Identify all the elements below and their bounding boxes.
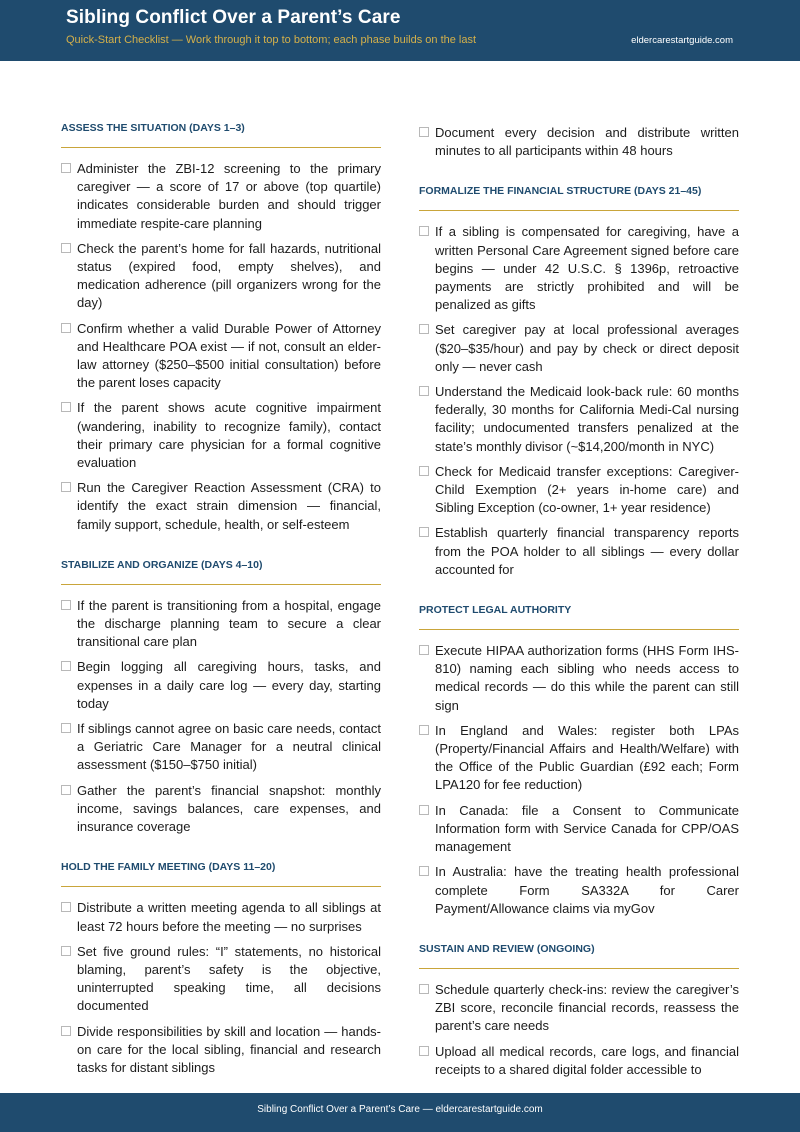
phase-stabilize [61, 551, 381, 836]
item-text: Document every decision and distribute written minutes to all participants within 48 hours [435, 125, 739, 159]
item-text: Understand the Medicaid look-back rule: 60 months federally, 30 months for California Medi-Cal nursing facility; undocumented transfers penalized at the state’s monthly divisor (~$14,200/month in NYC) [435, 384, 739, 454]
checklist [419, 223, 739, 579]
item-text: In Canada: file a Consent to Communicate Information form with Service Canada for CPP/OAS management [435, 802, 739, 855]
checkbox[interactable] [419, 324, 429, 334]
checklist-item[interactable] [61, 899, 381, 935]
checklist-item[interactable] [419, 1043, 739, 1079]
checkbox[interactable] [419, 866, 429, 876]
checkbox[interactable] [419, 127, 429, 137]
item-text: In Australia: have the treating health professional complete Form SA332A for Carer Payment/Allowance claims via myGov [435, 864, 739, 916]
checklist-item[interactable] [419, 802, 739, 857]
item-text: Check the parent’s home for fall hazards, nutritional status (expired food, empty shelves), and medication adherence (pill organizers wrong for the day) [77, 240, 381, 311]
phase-title: FORMALIZE THE FINANCIAL STRUCTURE (DAYS 21–45) [419, 177, 739, 211]
phase-financial [419, 177, 739, 579]
checklist [61, 597, 381, 836]
checklist [419, 642, 739, 918]
checklist [61, 899, 381, 1077]
checkbox[interactable] [61, 902, 71, 912]
checklist-item[interactable] [419, 383, 739, 456]
item-text: Establish quarterly financial transparency reports from the POA holder to all siblings — every dollar accounted for [435, 525, 739, 577]
checkbox[interactable] [61, 946, 71, 956]
checkbox[interactable] [61, 1026, 71, 1036]
checklist-item[interactable] [419, 642, 739, 715]
checklist-item[interactable] [61, 320, 381, 393]
page-header [0, 0, 800, 61]
item-text: In England and Wales: register both LPAs (Property/Financial Affairs and Health/Welfare) with the Office of the Public Guardian (£92 each; Form LPA120 for fee reduction) [435, 722, 739, 793]
checkbox[interactable] [61, 482, 71, 492]
checkbox[interactable] [419, 386, 429, 396]
phase-title: STABILIZE AND ORGANIZE (DAYS 4–10) [61, 551, 381, 585]
item-text: Set caregiver pay at local professional averages ($20–$35/hour) and pay by check or direct deposit only — never cash [435, 322, 739, 374]
page-footer [0, 1093, 800, 1132]
item-text: Confirm whether a valid Durable Power of Attorney and Healthcare POA exist — if not, consult an elder-law attorney ($250–$500 initial consultation) before the parent loses capacity [77, 320, 381, 391]
checkbox[interactable] [61, 243, 71, 253]
checklist-item[interactable] [419, 524, 739, 579]
phase-title: HOLD THE FAMILY MEETING (DAYS 11–20) [61, 853, 381, 887]
checklist [419, 124, 739, 160]
checklist-item[interactable] [61, 597, 381, 652]
checkbox[interactable] [419, 226, 429, 236]
phase-title: ASSESS THE SITUATION (DAYS 1–3) [61, 114, 381, 148]
item-text: Set five ground rules: “I” statements, no historical blaming, parent’s safety is the objective, uninterrupted speaking time, all decisions documented [77, 943, 381, 1014]
phase-legal-authority [419, 596, 739, 918]
item-text: If the parent shows acute cognitive impairment (wandering, inability to recognize family), contact their primary care physician for a formal cognitive evaluation [77, 400, 381, 471]
phase-assess [61, 114, 381, 534]
item-text: Execute HIPAA authorization forms (HHS Form IHS-810) naming each sibling who needs access to medical records — do this while the parent can still sign [435, 643, 739, 713]
checkbox[interactable] [419, 1046, 429, 1056]
checklist [61, 160, 381, 534]
item-text: Administer the ZBI-12 screening to the primary caregiver — a score of 17 or above (top quartile) indicates considerable burden and should trigger immediate respite-care planning [77, 161, 381, 231]
right-column [419, 124, 739, 1096]
checkbox[interactable] [419, 725, 429, 735]
checklist-item[interactable] [61, 479, 381, 534]
phase-family-meeting [61, 853, 381, 1077]
page-subtitle: Quick-Start Checklist — Work through it top to bottom; each phase builds on the last [66, 34, 477, 46]
checkbox[interactable] [419, 805, 429, 815]
checklist-item[interactable] [419, 722, 739, 795]
checklist-item[interactable] [61, 658, 381, 713]
page-title: Sibling Conflict Over a Parent’s Care [66, 7, 401, 28]
item-text: If a sibling is compensated for caregiving, have a written Personal Care Agreement signed before care begins — under 42 U.S.C. § 1396p, retroactive payments are strictly prohibited and will be penalized as gifts [435, 224, 739, 313]
footer-text: Sibling Conflict Over a Parent’s Care — eldercarestartguide.com [257, 1104, 543, 1115]
checklist-item[interactable] [61, 240, 381, 313]
checkbox[interactable] [61, 163, 71, 173]
item-text: If siblings cannot agree on basic care needs, contact a Geriatric Care Manager for a neutral clinical assessment ($150–$750 initial) [77, 721, 381, 773]
checkbox[interactable] [61, 723, 71, 733]
item-text: Run the Caregiver Reaction Assessment (CRA) to identify the exact strain dimension — financial, family support, schedule, health, or self-esteem [77, 480, 381, 532]
checkbox[interactable] [419, 984, 429, 994]
checklist-item[interactable] [419, 124, 739, 160]
checkbox[interactable] [61, 600, 71, 610]
checklist [419, 981, 739, 1079]
item-text: Upload all medical records, care logs, and financial receipts to a shared digital folder accessible to [435, 1043, 739, 1077]
site-url: eldercarestartguide.com [631, 35, 733, 46]
item-text: If the parent is transitioning from a hospital, engage the discharge planning team to secure a clear transitional care plan [77, 597, 381, 650]
checkbox[interactable] [419, 527, 429, 537]
phase-title: SUSTAIN AND REVIEW (ONGOING) [419, 935, 739, 969]
checklist-item[interactable] [419, 463, 739, 518]
checkbox[interactable] [61, 402, 71, 412]
item-text: Gather the parent’s financial snapshot: monthly income, savings balances, care expenses, and insurance coverage [77, 782, 381, 835]
checklist-item[interactable] [61, 399, 381, 472]
item-text: Distribute a written meeting agenda to all siblings at least 72 hours before the meeting — no surprises [77, 900, 381, 934]
checklist-item[interactable] [61, 782, 381, 837]
checkbox[interactable] [419, 466, 429, 476]
checkbox[interactable] [61, 785, 71, 795]
checklist-item[interactable] [419, 223, 739, 314]
phase-sustain [419, 935, 739, 1079]
checklist-item[interactable] [61, 720, 381, 775]
checklist-item[interactable] [419, 321, 739, 376]
checklist-item[interactable] [419, 981, 739, 1036]
checkbox[interactable] [61, 323, 71, 333]
checkbox[interactable] [419, 645, 429, 655]
checklist-item[interactable] [61, 160, 381, 233]
phase-title: PROTECT LEGAL AUTHORITY [419, 596, 739, 630]
item-text: Divide responsibilities by skill and location — hands-on care for the local sibling, financial and research tasks for distant siblings [77, 1023, 381, 1075]
item-text: Begin logging all caregiving hours, tasks, and expenses in a daily care log — every day, starting today [77, 659, 381, 711]
left-column [61, 114, 381, 1094]
item-text: Check for Medicaid transfer exceptions: Caregiver-Child Exemption (2+ years in-home care) and Sibling Exception (co-owner, 1+ year residence) [435, 463, 739, 516]
checklist-item[interactable] [419, 863, 739, 918]
checkbox[interactable] [61, 661, 71, 671]
item-text: Schedule quarterly check-ins: review the caregiver’s ZBI score, reconcile financial records, reassess the parent’s care needs [435, 981, 739, 1034]
checklist-item[interactable] [61, 943, 381, 1016]
checklist-item[interactable] [61, 1023, 381, 1078]
